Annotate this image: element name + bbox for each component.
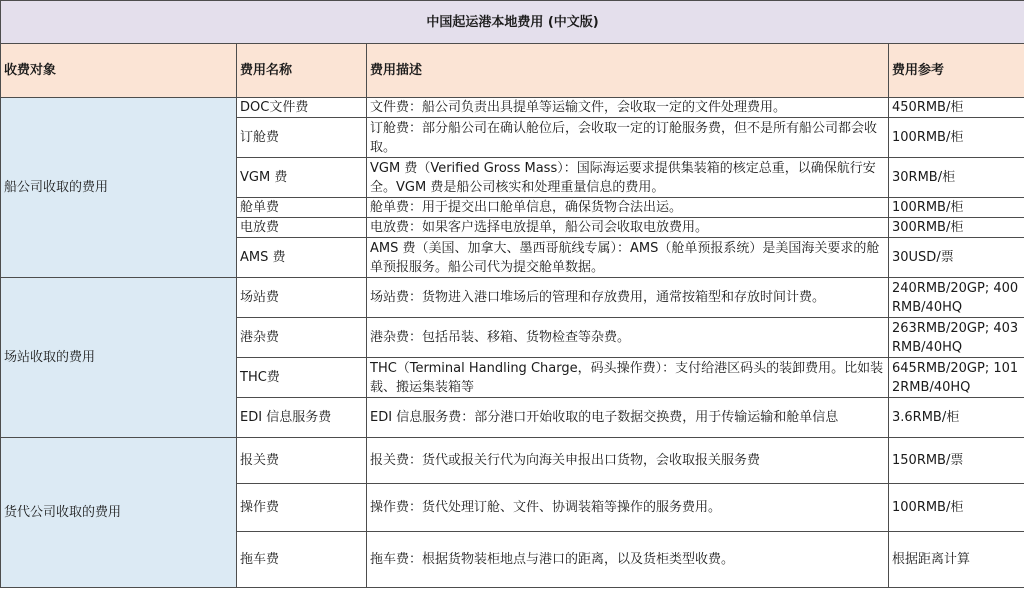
fee-ref: 450RMB/柜 bbox=[889, 98, 1024, 118]
fee-desc: 拖车费：根据货物装柜地点与港口的距离，以及货柜类型收费。 bbox=[367, 532, 889, 588]
fee-ref: 30RMB/柜 bbox=[889, 158, 1024, 198]
fee-desc: AMS 费（美国、加拿大、墨西哥航线专属）：AMS（舱单预报系统）是美国海关要求的舱单预报服务。船公司代为提交舱单数据。 bbox=[367, 238, 889, 278]
table-title: 中国起运港本地费用 (中文版) bbox=[1, 1, 1024, 44]
fee-ref: 240RMB/20GP; 400RMB/40HQ bbox=[889, 278, 1024, 318]
fee-ref: 3.6RMB/柜 bbox=[889, 398, 1024, 438]
fee-name: 拖车费 bbox=[237, 532, 367, 588]
fee-ref: 100RMB/柜 bbox=[889, 118, 1024, 158]
title-row bbox=[1, 1, 1024, 44]
fee-ref: 150RMB/票 bbox=[889, 438, 1024, 484]
header-ref: 费用参考 bbox=[889, 44, 1024, 98]
fee-ref: 263RMB/20GP; 403RMB/40HQ bbox=[889, 318, 1024, 358]
fee-desc: VGM 费（Verified Gross Mass）：国际海运要求提供集装箱的核定总重，以确保航行安全。VGM 费是船公司核实和处理重量信息的费用。 bbox=[367, 158, 889, 198]
fee-ref: 645RMB/20GP; 1012RMB/40HQ bbox=[889, 358, 1024, 398]
fee-name: THC费 bbox=[237, 358, 367, 398]
fee-desc: 报关费：货代或报关行代为向海关申报出口货物，会收取报关服务费 bbox=[367, 438, 889, 484]
fee-desc: THC（Terminal Handling Charge，码头操作费）：支付给港区码头的装卸费用。比如装载、搬运集装箱等 bbox=[367, 358, 889, 398]
fee-name: 场站费 bbox=[237, 278, 367, 318]
fee-name: 操作费 bbox=[237, 484, 367, 532]
fee-desc: EDI 信息服务费：部分港口开始收取的电子数据交换费，用于传输运输和舱单信息 bbox=[367, 398, 889, 438]
group-label-shipping-line: 船公司收取的费用 bbox=[1, 98, 237, 278]
table-row bbox=[1, 438, 1024, 484]
fee-desc: 操作费：货代处理订舱、文件、协调装箱等操作的服务费用。 bbox=[367, 484, 889, 532]
fee-name: DOC文件费 bbox=[237, 98, 367, 118]
fee-desc: 舱单费：用于提交出口舱单信息，确保货物合法出运。 bbox=[367, 198, 889, 218]
fee-ref: 100RMB/柜 bbox=[889, 198, 1024, 218]
fee-name: 港杂费 bbox=[237, 318, 367, 358]
fee-name: EDI 信息服务费 bbox=[237, 398, 367, 438]
header-name: 费用名称 bbox=[237, 44, 367, 98]
fee-name: VGM 费 bbox=[237, 158, 367, 198]
header-target: 收费对象 bbox=[1, 44, 237, 98]
fee-ref: 100RMB/柜 bbox=[889, 484, 1024, 532]
fee-ref: 根据距离计算 bbox=[889, 532, 1024, 588]
fee-desc: 订舱费：部分船公司在确认舱位后，会收取一定的订舱服务费，但不是所有船公司都会收取。 bbox=[367, 118, 889, 158]
table-row bbox=[1, 278, 1024, 318]
group-label-yard: 场站收取的费用 bbox=[1, 278, 237, 438]
table-row bbox=[1, 98, 1024, 118]
fee-name: 电放费 bbox=[237, 218, 367, 238]
fee-ref: 30USD/票 bbox=[889, 238, 1024, 278]
header-row bbox=[1, 44, 1024, 98]
fee-desc: 文件费：船公司负责出具提单等运输文件，会收取一定的文件处理费用。 bbox=[367, 98, 889, 118]
fee-name: 报关费 bbox=[237, 438, 367, 484]
fee-desc: 港杂费：包括吊装、移箱、货物检查等杂费。 bbox=[367, 318, 889, 358]
fee-desc: 场站费：货物进入港口堆场后的管理和存放费用，通常按箱型和存放时间计费。 bbox=[367, 278, 889, 318]
group-label-forwarder: 货代公司收取的费用 bbox=[1, 438, 237, 588]
fee-ref: 300RMB/柜 bbox=[889, 218, 1024, 238]
fee-desc: 电放费：如果客户选择电放提单，船公司会收取电放费用。 bbox=[367, 218, 889, 238]
header-desc: 费用描述 bbox=[367, 44, 889, 98]
fee-name: AMS 费 bbox=[237, 238, 367, 278]
fee-name: 订舱费 bbox=[237, 118, 367, 158]
fee-name: 舱单费 bbox=[237, 198, 367, 218]
